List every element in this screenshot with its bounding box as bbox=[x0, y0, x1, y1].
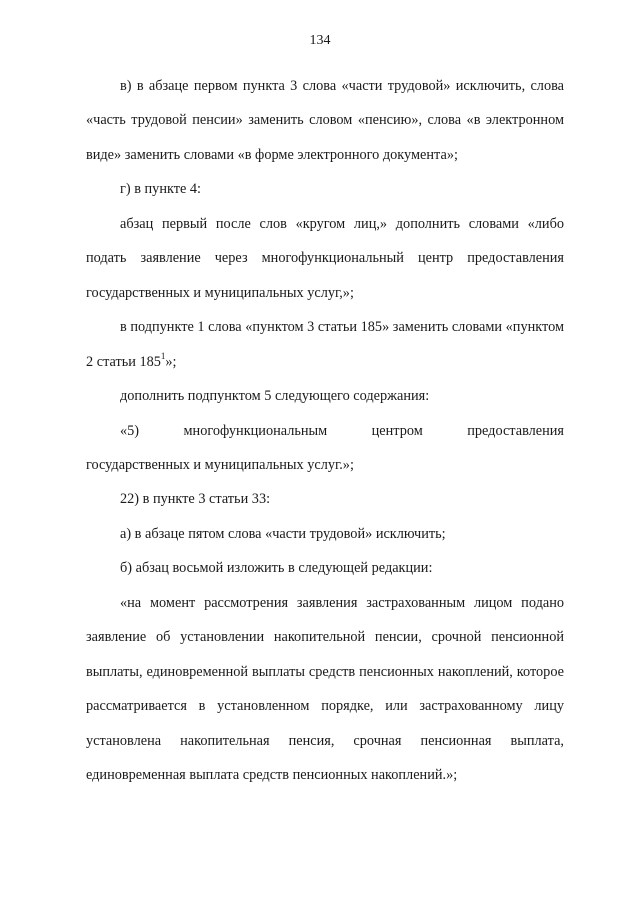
paragraph-a: а) в абзаце пятом слова «части трудовой» исключить; bbox=[120, 525, 446, 542]
page-number: 134 bbox=[309, 33, 331, 48]
document-body bbox=[86, 69, 564, 793]
paragraph-22: 22) в пункте 3 статьи 33: bbox=[120, 491, 271, 508]
paragraph-podpunkt-5-line1: «5) многофункциональным центром предоставления bbox=[120, 422, 564, 439]
paragraph-quote: «на момент рассмотрения заявления застрахованным лицом подано заявление об установлении накопительной пенсии, срочной пенсионной выплаты, единовременной выплаты средств пенсионных накоплений, которое рассматривается в установленном порядке, или застрахованному лицу установлена накопительная пенсия, срочная пенсионная выплата, единовременная выплата средств пенсионных накоплений.»; bbox=[86, 594, 564, 784]
paragraph-podpunkt-1-end: »; bbox=[165, 353, 177, 370]
paragraph-podpunkt-5-line2: государственных и муниципальных услуг.»; bbox=[86, 456, 354, 473]
paragraph-g: г) в пункте 4: bbox=[120, 181, 202, 198]
paragraph-b: б) абзац восьмой изложить в следующей редакции: bbox=[120, 560, 433, 577]
paragraph-abzac-first: абзац первый после слов «кругом лиц,» дополнить словами «либо подать заявление через многофункциональный центр предоставления государственных и муниципальных услуг,»; bbox=[86, 215, 564, 301]
paragraph-add-podpunkt-5: дополнить подпунктом 5 следующего содержания: bbox=[120, 388, 430, 405]
paragraph-podpunkt-1-text: в подпункте 1 слова «пунктом 3 статьи 185» заменить словами «пунктом 2 статьи 185 bbox=[86, 319, 564, 370]
paragraph-podpunkt-1 bbox=[86, 310, 564, 379]
paragraph-v: в) в абзаце первом пункта 3 слова «части трудовой» исключить, слова «часть трудовой пенсии» заменить словом «пенсию», слова «в электронном виде» заменить словами «в форме электронного документа»; bbox=[86, 78, 564, 163]
superscript: 1 bbox=[160, 350, 166, 361]
